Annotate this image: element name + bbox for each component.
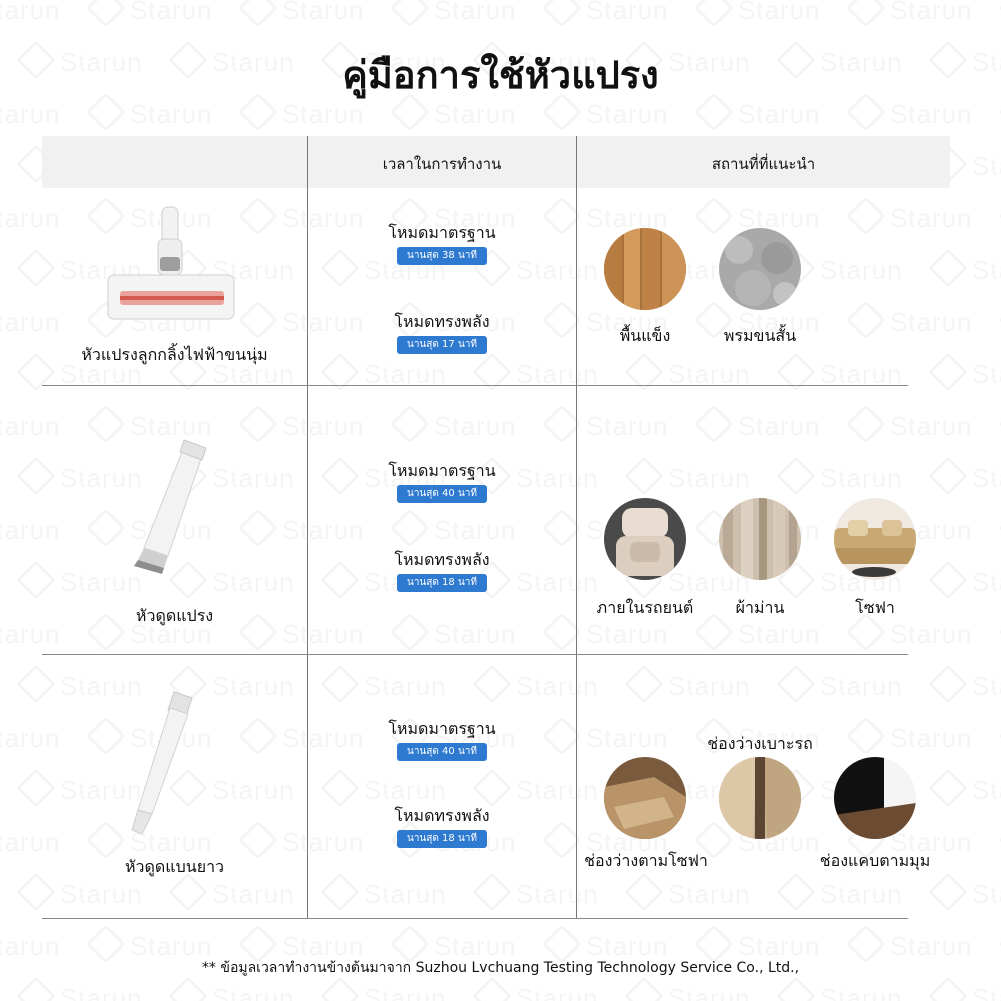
watermark-logo bbox=[852, 722, 1001, 754]
roller-brush-head-icon bbox=[104, 205, 240, 325]
watermark-logo bbox=[782, 462, 934, 494]
watermark-logo bbox=[934, 774, 1001, 806]
watermark-logo bbox=[478, 982, 630, 1001]
watermark-logo bbox=[22, 878, 174, 910]
car-interior-icon bbox=[604, 498, 686, 580]
runtime-mode bbox=[308, 312, 576, 354]
watermark-logo bbox=[244, 410, 396, 442]
runtime-badge: นานสุด 18 นาที bbox=[397, 830, 487, 848]
runtime-mode bbox=[308, 223, 576, 265]
watermark-logo bbox=[934, 254, 1001, 286]
watermark-logo bbox=[396, 410, 548, 442]
watermark-logo bbox=[934, 358, 1001, 390]
runtime-mode bbox=[308, 719, 576, 761]
watermark-logo bbox=[396, 0, 548, 26]
watermark-logo bbox=[326, 670, 478, 702]
runtime-mode bbox=[308, 550, 576, 592]
watermark-logo bbox=[852, 618, 1001, 650]
tool-label: หัวดูดแบนยาว bbox=[124, 857, 225, 876]
row-divider bbox=[42, 918, 908, 919]
crevice-nozzle-icon bbox=[112, 688, 202, 838]
watermark-logo bbox=[0, 0, 92, 26]
watermark-logo bbox=[0, 774, 22, 806]
watermark-logo bbox=[852, 410, 1001, 442]
curtain-icon bbox=[719, 498, 801, 580]
sofa-icon bbox=[834, 498, 916, 580]
watermark-logo bbox=[0, 514, 92, 546]
watermark-logo bbox=[700, 0, 852, 26]
column-header-runtime: เวลาในการทำงาน bbox=[382, 155, 502, 173]
watermark-logo bbox=[0, 670, 22, 702]
sofa-gap-icon bbox=[604, 757, 686, 839]
watermark-logo bbox=[782, 878, 934, 910]
column-divider bbox=[576, 136, 577, 918]
watermark-logo bbox=[0, 982, 22, 1001]
watermark-logo bbox=[478, 878, 630, 910]
runtime-badge: นานสุด 18 นาที bbox=[397, 574, 487, 592]
watermark-row bbox=[0, 0, 1001, 26]
mode-label: โหมดมาตรฐาน bbox=[388, 223, 496, 242]
mode-label: โหมดทรงพลัง bbox=[394, 806, 490, 825]
watermark-logo bbox=[396, 618, 548, 650]
watermark-logo bbox=[0, 410, 92, 442]
watermark-logo bbox=[0, 722, 92, 754]
watermark-logo bbox=[700, 410, 852, 442]
watermark-logo bbox=[326, 774, 478, 806]
mode-label: โหมดมาตรฐาน bbox=[388, 461, 496, 480]
watermark-logo bbox=[0, 150, 22, 182]
watermark-logo bbox=[934, 462, 1001, 494]
short-carpet-icon bbox=[719, 228, 801, 310]
watermark-logo bbox=[852, 202, 1001, 234]
watermark-logo bbox=[548, 410, 700, 442]
runtime-mode bbox=[308, 806, 576, 848]
watermark-logo bbox=[934, 670, 1001, 702]
watermark-logo bbox=[396, 514, 548, 546]
watermark-logo bbox=[934, 878, 1001, 910]
watermark-logo bbox=[934, 982, 1001, 1001]
column-header-places: สถานที่ที่แนะนำ bbox=[711, 155, 816, 173]
mode-label: โหมดมาตรฐาน bbox=[388, 719, 496, 738]
watermark-logo bbox=[934, 566, 1001, 598]
watermark-logo bbox=[0, 254, 22, 286]
footnote: ** ข้อมูลเวลาทำงานข้างต้นมาจาก Suzhou Lvchuang Testing Technology Service Co., Ltd., bbox=[201, 960, 800, 976]
runtime-mode bbox=[308, 461, 576, 503]
tool-label: หัวแปรงลูกกลิ้งไฟฟ้าขนนุ่ม bbox=[81, 345, 268, 364]
watermark-row bbox=[0, 982, 1001, 1001]
narrow-corner-icon bbox=[834, 757, 916, 839]
watermark-logo bbox=[630, 982, 782, 1001]
watermark-logo bbox=[630, 462, 782, 494]
place-label: พื้นแข็ง bbox=[619, 326, 671, 345]
runtime-badge: นานสุด 17 นาที bbox=[397, 336, 487, 354]
watermark-logo bbox=[0, 826, 92, 858]
watermark-logo bbox=[0, 462, 22, 494]
watermark-logo bbox=[548, 0, 700, 26]
place-heading: ช่องว่างเบาะรถ bbox=[707, 734, 813, 753]
watermark-logo bbox=[548, 618, 700, 650]
place-label: ผ้าม่าน bbox=[735, 598, 785, 617]
watermark-logo bbox=[92, 0, 244, 26]
watermark-logo bbox=[0, 306, 92, 338]
watermark-logo bbox=[174, 878, 326, 910]
watermark-logo bbox=[782, 982, 934, 1001]
watermark-logo bbox=[326, 982, 478, 1001]
watermark-logo bbox=[244, 514, 396, 546]
hard-floor-icon bbox=[604, 228, 686, 310]
watermark-logo bbox=[852, 306, 1001, 338]
watermark-logo bbox=[782, 254, 934, 286]
brush-nozzle-icon bbox=[118, 436, 218, 576]
car-seat-gap-icon bbox=[719, 757, 801, 839]
watermark-logo bbox=[244, 0, 396, 26]
watermark-logo bbox=[0, 202, 92, 234]
watermark-logo bbox=[700, 202, 852, 234]
mode-label: โหมดทรงพลัง bbox=[394, 550, 490, 569]
watermark-logo bbox=[22, 982, 174, 1001]
place-label: พรมขนสั้น bbox=[723, 326, 797, 345]
watermark-logo bbox=[174, 982, 326, 1001]
watermark-logo bbox=[630, 670, 782, 702]
place-label: ภายในรถยนต์ bbox=[596, 598, 694, 617]
watermark-logo bbox=[852, 0, 1001, 26]
row-divider bbox=[42, 385, 908, 386]
tool-label: หัวดูดแปรง bbox=[135, 606, 214, 625]
runtime-badge: นานสุด 38 นาที bbox=[397, 247, 487, 265]
place-label: ช่องว่างตามโซฟา bbox=[584, 851, 708, 870]
watermark-logo bbox=[630, 878, 782, 910]
watermark-logo bbox=[326, 878, 478, 910]
page-title: คู่มือการใช้หัวแปรง bbox=[342, 53, 659, 97]
place-label: ช่องแคบตามมุม bbox=[819, 851, 931, 870]
mode-label: โหมดทรงพลัง bbox=[394, 312, 490, 331]
watermark-row bbox=[0, 878, 1001, 910]
watermark-logo bbox=[0, 878, 22, 910]
row-divider bbox=[42, 654, 908, 655]
place-label: โซฟา bbox=[855, 598, 895, 617]
watermark-logo bbox=[0, 566, 22, 598]
runtime-badge: นานสุด 40 นาที bbox=[397, 485, 487, 503]
runtime-badge: นานสุด 40 นาที bbox=[397, 743, 487, 761]
watermark-logo bbox=[782, 670, 934, 702]
watermark-logo bbox=[0, 358, 22, 390]
watermark-logo bbox=[700, 618, 852, 650]
watermark-logo bbox=[478, 670, 630, 702]
